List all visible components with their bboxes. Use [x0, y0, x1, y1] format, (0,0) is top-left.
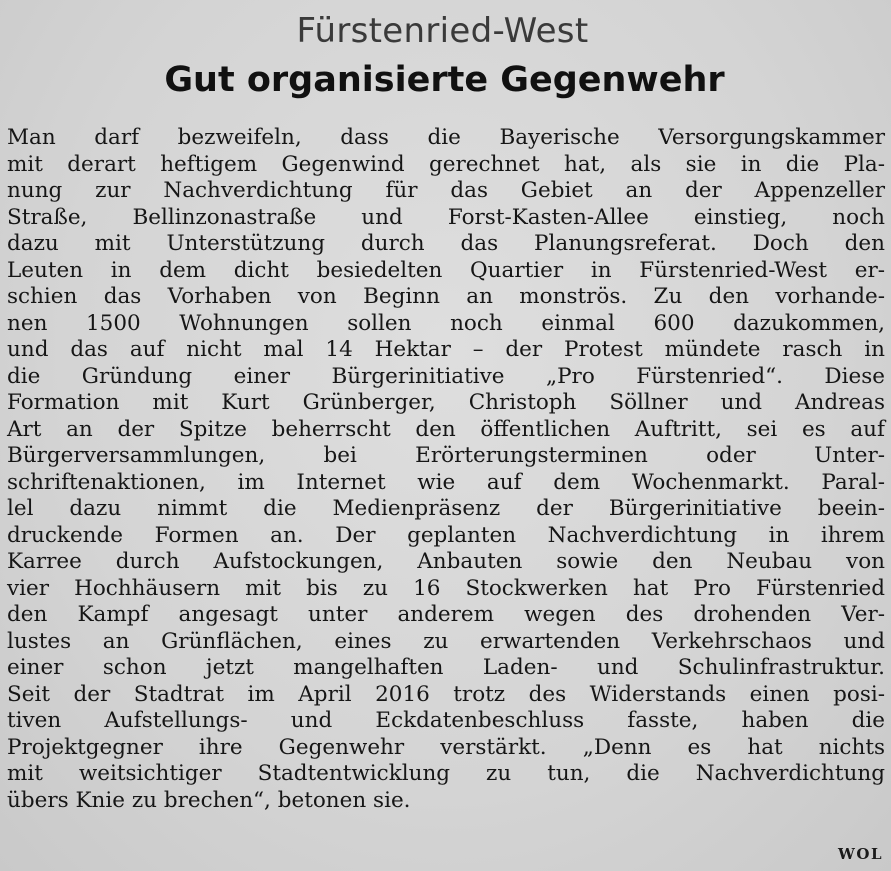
- body-line: Formation mit Kurt Grünberger, Christoph Söllner und Andreas: [7, 390, 885, 415]
- body-line: mit weitsichtiger Stadtentwicklung zu tun, die Nachverdichtung: [7, 761, 885, 786]
- body-line: die Gründung einer Bürgerinitiative „Pro Fürstenried“. Diese: [7, 363, 885, 389]
- body-line: Karree durch Aufstockungen, Anbauten sowie den Neubau von: [7, 549, 885, 574]
- body-line: vier Hochhäusern mit bis zu 16 Stockwerken hat Pro Fürstenried: [7, 575, 885, 601]
- body-line: nung zur Nachverdichtung für das Gebiet an der Appenzeller: [7, 178, 885, 203]
- body-line: mit derart heftigem Gegenwind gerechnet hat, als sie in die Pla-: [7, 151, 885, 177]
- body-line: schien das Vorhaben von Beginn an monströs. Zu den vorhande-: [7, 284, 885, 309]
- body-line: und das auf nicht mal 14 Hektar – der Protest mündete rasch in: [7, 337, 885, 362]
- body-line: Bürgerversammlungen, bei Erörterungsterminen oder Unter-: [7, 443, 885, 468]
- body-line: schriftenaktionen, im Internet wie auf dem Wochenmarkt. Paral-: [7, 469, 885, 495]
- body-line: Seit der Stadtrat im April 2016 trotz des Widerstands einen posi-: [7, 681, 885, 707]
- body-line: lustes an Grünflächen, eines zu erwartenden Verkehrschaos und: [7, 628, 885, 654]
- body-line: dazu mit Unterstützung durch das Planungsreferat. Doch den: [7, 231, 885, 256]
- body-line: einer schon jetzt mangelhaften Laden- und Schulinfrastruktur.: [7, 655, 885, 680]
- body-line-last: übers Knie zu brechen“, betonen sie.: [7, 787, 411, 813]
- body-line: lel dazu nimmt die Medienpräsenz der Bürgerinitiative beein-: [7, 496, 885, 521]
- body-line: nen 1500 Wohnungen sollen noch einmal 600 dazukommen,: [7, 310, 885, 336]
- body-line: Leuten in dem dicht besiedelten Quartier in Fürstenried-West er-: [7, 257, 885, 283]
- body-line: Straße, Bellinzonastraße und Forst-Kasten-Allee einstieg, noch: [7, 204, 885, 230]
- article-body: [7, 125, 885, 814]
- article-kicker: Fürstenried-West: [296, 11, 589, 51]
- body-line: tiven Aufstellungs- und Eckdatenbeschluss fasste, haben die: [7, 708, 885, 733]
- article-headline: Gut organisierte Gegenwehr: [164, 60, 725, 100]
- author-byline: WOL: [838, 845, 883, 863]
- body-line: druckende Formen an. Der geplanten Nachverdichtung in ihrem: [7, 522, 885, 548]
- body-line: Art an der Spitze beherrscht den öffentlichen Auftritt, sei es auf: [7, 416, 885, 442]
- body-line: den Kampf angesagt unter anderem wegen des drohenden Ver-: [7, 602, 885, 627]
- body-line: Projektgegner ihre Gegenwehr verstärkt. „Denn es hat nichts: [7, 734, 885, 760]
- body-line: Man darf bezweifeln, dass die Bayerische Versorgungskammer: [7, 125, 885, 150]
